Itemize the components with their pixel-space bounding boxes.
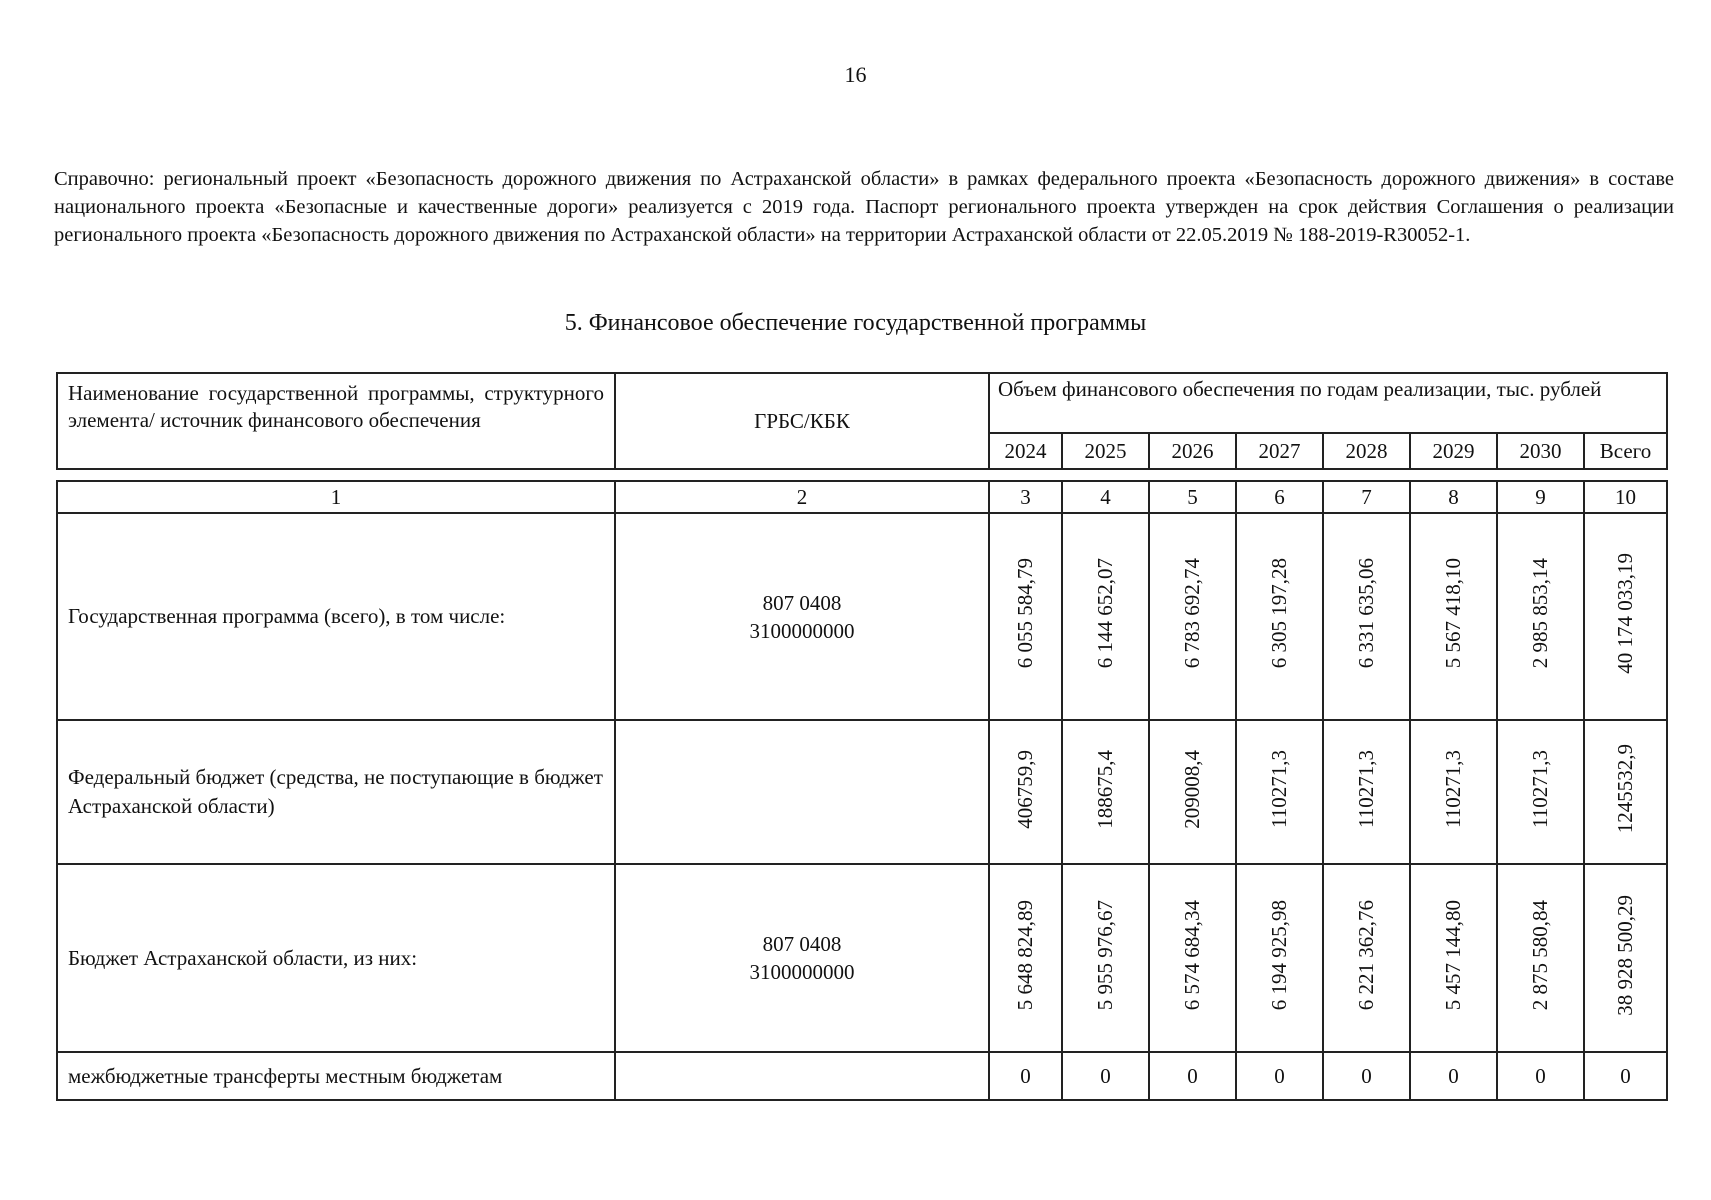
value-cell: [989, 720, 1062, 864]
value-cell: 0: [1584, 1052, 1667, 1100]
value-cell: [1236, 513, 1323, 720]
header-year-2029: 2029: [1410, 433, 1497, 469]
row-name: Бюджет Астраханской области, из них:: [57, 864, 615, 1052]
value-cell: [1149, 720, 1236, 864]
column-number: 10: [1584, 481, 1667, 513]
value-text: 5 955 976,67: [1093, 899, 1117, 1011]
row-code: [615, 513, 989, 720]
value-text: 5 457 144,80: [1441, 899, 1465, 1011]
column-numbers-row: [57, 481, 1667, 513]
column-number: 1: [57, 481, 615, 513]
value-cell: [1149, 513, 1236, 720]
value-text: 6 331 635,06: [1354, 558, 1378, 669]
value-text: 6 194 925,98: [1267, 899, 1291, 1011]
row-code-line: 3100000000: [749, 618, 855, 643]
value-cell: [989, 513, 1062, 720]
value-cell: [1236, 864, 1323, 1052]
table-row: [57, 720, 1667, 864]
column-number: 4: [1062, 481, 1149, 513]
value-cell: [989, 864, 1062, 1052]
column-number: 8: [1410, 481, 1497, 513]
value-cell: [1410, 864, 1497, 1052]
value-cell: [1062, 513, 1149, 720]
finance-table-body: [56, 480, 1668, 1101]
column-number: 7: [1323, 481, 1410, 513]
row-code-line: 3100000000: [749, 960, 855, 984]
value-cell: [1149, 864, 1236, 1052]
value-text: 188675,4: [1093, 749, 1117, 829]
column-number: 5: [1149, 481, 1236, 513]
column-number: 9: [1497, 481, 1584, 513]
value-text: 406759,9: [1013, 749, 1037, 829]
value-text: 6 055 584,79: [1013, 558, 1037, 669]
value-text: 110271,3: [1267, 750, 1291, 828]
header-year-2028: 2028: [1323, 433, 1410, 469]
value-cell: 0: [1497, 1052, 1584, 1100]
value-text: 2 875 580,84: [1528, 899, 1552, 1011]
value-text: 38 928 500,29: [1613, 894, 1637, 1016]
value-text: 6 305 197,28: [1267, 558, 1291, 669]
table-row: [57, 513, 1667, 720]
value-cell: [1323, 513, 1410, 720]
row-code: [615, 864, 989, 1052]
value-text: 110271,3: [1528, 750, 1552, 828]
value-cell: [1410, 513, 1497, 720]
value-text: 40 174 033,19: [1613, 553, 1637, 674]
value-cell: [1062, 864, 1149, 1052]
header-year-2024: 2024: [989, 433, 1062, 469]
value-text: 2 985 853,14: [1528, 558, 1552, 669]
row-name: Федеральный бюджет (средства, не поступающие в бюджет Астраханской области): [57, 720, 615, 864]
table-row: [57, 864, 1667, 1052]
value-text: 5 567 418,10: [1441, 558, 1465, 669]
value-cell: [1410, 720, 1497, 864]
value-cell: [1062, 720, 1149, 864]
value-cell: [1497, 720, 1584, 864]
row-code: [615, 1052, 989, 1100]
header-name-cell: Наименование государственной программы, структурного элемента/ источник финансового обеспечения: [57, 373, 615, 469]
value-text: 6 783 692,74: [1180, 558, 1204, 669]
value-text: 110271,3: [1354, 750, 1378, 828]
header-year-2025: 2025: [1062, 433, 1149, 469]
column-number: 2: [615, 481, 989, 513]
value-text: 110271,3: [1441, 750, 1465, 828]
header-year-2030: 2030: [1497, 433, 1584, 469]
value-text: 6 144 652,07: [1093, 558, 1117, 669]
value-cell: 0: [1236, 1052, 1323, 1100]
value-cell: [1584, 864, 1667, 1052]
header-funding-group: Объем финансового обеспечения по годам реализации, тыс. рублей: [989, 373, 1667, 433]
value-cell: [1584, 513, 1667, 720]
column-number: 6: [1236, 481, 1323, 513]
header-year-total: Всего: [1584, 433, 1667, 469]
value-text: 1245532,9: [1613, 744, 1637, 834]
section-title: 5. Финансовое обеспечение государственной программы: [564, 310, 1147, 336]
finance-table-header: [56, 372, 1668, 470]
page-number: 16: [844, 62, 867, 87]
value-cell: 0: [1410, 1052, 1497, 1100]
value-text: 209008,4: [1180, 749, 1204, 829]
value-cell: [1323, 864, 1410, 1052]
header-year-2026: 2026: [1149, 433, 1236, 469]
value-cell: [1497, 864, 1584, 1052]
value-text: 6 221 362,76: [1354, 899, 1378, 1011]
value-cell: 0: [1062, 1052, 1149, 1100]
value-cell: [1323, 720, 1410, 864]
row-code-line: 807 0408: [762, 932, 842, 956]
value-cell: 0: [989, 1052, 1062, 1100]
value-cell: 0: [1323, 1052, 1410, 1100]
value-cell: [1236, 720, 1323, 864]
row-name: межбюджетные трансферты местным бюджетам: [57, 1052, 615, 1100]
value-cell: [1584, 720, 1667, 864]
header-year-2027: 2027: [1236, 433, 1323, 469]
value-text: 5 648 824,89: [1013, 899, 1037, 1011]
row-name: Государственная программа (всего), в том числе:: [57, 513, 615, 720]
reference-note: Справочно: региональный проект «Безопасность дорожного движения по Астраханской области» в рамках федерального проекта «Безопасность дорожного движения» в составе национального проекта «Безопасные и качественные дороги» реализуется с 2019 года. Паспорт регионального проекта утвержден на срок действия Соглашения о реализации регионального проекта «Безопасность дорожного движения по Астраханской области» на территории Астраханской области от 22.05.2019 № 188-2019-R30052-1.: [54, 168, 1674, 246]
value-cell: 0: [1149, 1052, 1236, 1100]
column-number: 3: [989, 481, 1062, 513]
value-text: 6 574 684,34: [1180, 899, 1204, 1011]
table-row: [57, 1052, 1667, 1100]
row-code: [615, 720, 989, 864]
row-code-line: 807 0408: [762, 590, 842, 615]
header-grbs-cell: ГРБС/КБК: [615, 373, 989, 469]
value-cell: [1497, 513, 1584, 720]
